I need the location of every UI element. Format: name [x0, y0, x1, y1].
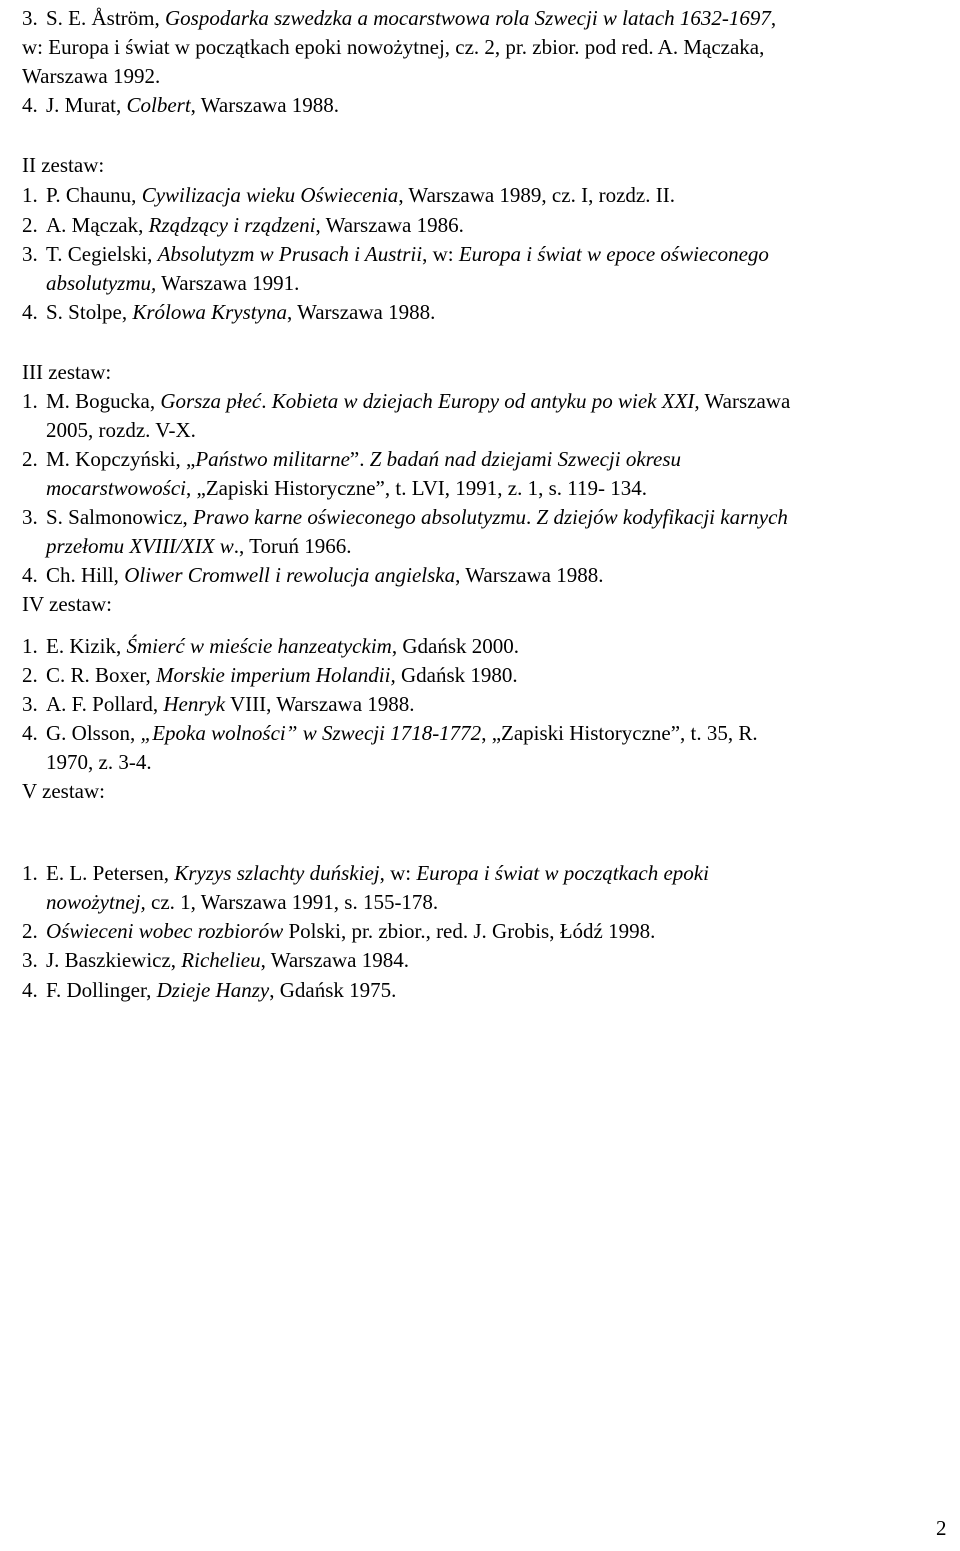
entry-number: 4.: [22, 563, 38, 587]
citation-text: A. F. Pollard,: [46, 692, 164, 716]
bibliography-entry: [46, 917, 655, 945]
bibliography-entry: [46, 632, 519, 660]
citation-text: S. Salmonowicz,: [46, 505, 193, 529]
citation-text: T. Cegielski,: [46, 242, 158, 266]
bibliography-entry: [46, 976, 396, 1004]
bibliography-entry-continuation: [46, 888, 438, 916]
bibliography-entry: [46, 181, 675, 209]
italic-title-text: Gospodarka szwedzka a mocarstwowa rola Szwecji w latach 1632-1697: [165, 6, 771, 30]
italic-title-text: Kobieta w dziejach Europy od antyku po wiek XXI,: [271, 389, 700, 413]
citation-text: w: Europa i świat w początkach epoki nowożytnej, cz. 2, pr. zbior. pod red. A. Mączaka,: [22, 35, 765, 59]
entry-number: 1.: [22, 389, 38, 413]
citation-text: , w:: [379, 861, 417, 885]
bibliography-entry: [46, 719, 758, 747]
section-heading: IV zestaw:: [22, 592, 112, 616]
bibliography-entry-continuation: [22, 62, 160, 90]
italic-title-text: nowożytnej,: [46, 890, 146, 914]
bibliography-entry-continuation: [46, 269, 299, 297]
italic-title-text: Henryk: [163, 692, 226, 716]
page-number: 2: [936, 1516, 947, 1540]
bibliography-entry: [46, 4, 776, 32]
italic-title-text: przełomu XVIII/XIX w: [46, 534, 234, 558]
citation-text: F. Dollinger,: [46, 978, 157, 1002]
citation-text: cz. 1, Warszawa 1991, s. 155-178.: [145, 890, 439, 914]
citation-text: Warszawa: [699, 389, 791, 413]
citation-text: A. Mączak,: [46, 213, 149, 237]
italic-title-text: Europa i świat w początkach epoki: [416, 861, 709, 885]
citation-text: , Warszawa 1988.: [190, 93, 340, 117]
italic-title-text: Prawo karne oświeconego absolutyzmu: [193, 505, 527, 529]
citation-text: ., Toruń 1966.: [233, 534, 352, 558]
bibliography-entry-continuation: [46, 748, 152, 776]
citation-text: , Gdańsk 2000.: [391, 634, 519, 658]
bibliography-entry-continuation: [46, 416, 196, 444]
citation-text: M. Kopczyński, „: [46, 447, 196, 471]
italic-title-text: absolutyzmu,: [46, 271, 157, 295]
entry-number: 3.: [22, 6, 38, 30]
section-heading: V zestaw:: [22, 779, 106, 803]
citation-text: , Gdańsk 1975.: [269, 978, 397, 1002]
italic-title-text: Śmierć w mieście hanzeatyckim: [126, 634, 392, 658]
bibliography-entry: [46, 946, 409, 974]
citation-text: S. Stolpe,: [46, 300, 133, 324]
citation-text: E. Kizik,: [46, 634, 127, 658]
section-heading: II zestaw:: [22, 153, 105, 177]
citation-text: Gdańsk 1980.: [395, 663, 518, 687]
bibliography-entry: [46, 240, 769, 268]
italic-title-text: Kryzys szlachty duńskiej: [174, 861, 380, 885]
entry-number: 4.: [22, 978, 38, 1002]
citation-text: ”.: [349, 447, 370, 471]
citation-text: , Warszawa 1986.: [315, 213, 464, 237]
citation-text: , „Zapiski Historyczne”, t. LVI, 1991, z. 1, s. 119- 134.: [186, 476, 647, 500]
italic-title-text: Dzieje Hanzy: [156, 978, 270, 1002]
italic-title-text: „Epoka wolności” w Szwecji 1718-1772: [140, 721, 482, 745]
bibliography-entry: [46, 91, 339, 119]
citation-text: , Warszawa 1989, cz. I, rozdz. II.: [398, 183, 675, 207]
bibliography-entry-continuation: [22, 33, 764, 61]
citation-text: J. Murat,: [46, 93, 127, 117]
bibliography-entry: [46, 211, 464, 239]
italic-title-text: Richelieu: [181, 948, 261, 972]
bibliography-entry: [46, 661, 518, 689]
italic-title-text: Z dziejów kodyfikacji karnych: [536, 505, 788, 529]
citation-text: Polski, pr. zbior., red. J. Grobis, Łódź 1998.: [283, 919, 656, 943]
bibliography-entry: [46, 503, 788, 531]
entry-number: 3.: [22, 948, 38, 972]
italic-title-text: Państwo militarne: [195, 447, 350, 471]
citation-text: ,: [770, 6, 777, 30]
entry-number: 4.: [22, 721, 38, 745]
italic-title-text: Cywilizacja wieku Oświecenia: [141, 183, 399, 207]
citation-text: S. E. Åström,: [46, 6, 166, 30]
citation-text: Warszawa 1992.: [22, 64, 161, 88]
italic-title-text: Absolutyzm w Prusach i Austrii: [157, 242, 423, 266]
bibliography-entry-continuation: [46, 532, 352, 560]
italic-title-text: Oświeceni wobec rozbiorów: [46, 919, 284, 943]
bibliography-entry: [46, 859, 709, 887]
citation-text: , Warszawa 1984.: [260, 948, 409, 972]
citation-text: , Warszawa 1988.: [286, 300, 436, 324]
citation-text: G. Olsson,: [46, 721, 141, 745]
entry-number: 3.: [22, 242, 38, 266]
citation-text: VIII, Warszawa 1988.: [225, 692, 415, 716]
italic-title-text: Królowa Krystyna: [132, 300, 287, 324]
bibliography-entry: [46, 445, 681, 473]
bibliography-entry: [46, 690, 415, 718]
italic-title-text: Colbert: [126, 93, 191, 117]
citation-text: , Warszawa 1988.: [455, 563, 604, 587]
citation-text: Warszawa 1991.: [156, 271, 300, 295]
citation-text: .: [261, 389, 272, 413]
citation-text: , w:: [422, 242, 459, 266]
italic-title-text: Europa i świat w epoce oświeconego: [458, 242, 769, 266]
italic-title-text: Gorsza płeć: [160, 389, 262, 413]
entry-number: 2.: [22, 919, 38, 943]
entry-number: 1.: [22, 634, 38, 658]
bibliography-entry: [46, 561, 604, 589]
citation-text: C. R. Boxer,: [46, 663, 156, 687]
italic-title-text: Oliwer Cromwell i rewolucja angielska: [124, 563, 456, 587]
citation-text: 1970, z. 3-4.: [46, 750, 152, 774]
entry-number: 1.: [22, 183, 38, 207]
bibliography-entry: [46, 387, 790, 415]
citation-text: M. Bogucka,: [46, 389, 161, 413]
entry-number: 1.: [22, 861, 38, 885]
section-heading: III zestaw:: [22, 360, 112, 384]
entry-number: 2.: [22, 663, 38, 687]
entry-number: 2.: [22, 213, 38, 237]
entry-number: 2.: [22, 447, 38, 471]
citation-text: P. Chaunu,: [46, 183, 142, 207]
citation-text: , „Zapiski Historyczne”, t. 35, R.: [481, 721, 758, 745]
entry-number: 3.: [22, 505, 38, 529]
italic-title-text: mocarstwowości: [46, 476, 187, 500]
citation-text: E. L. Petersen,: [46, 861, 175, 885]
bibliography-entry: [46, 298, 435, 326]
bibliography-entry-continuation: [46, 474, 647, 502]
citation-text: J. Baszkiewicz,: [46, 948, 182, 972]
entry-number: 4.: [22, 93, 38, 117]
italic-title-text: Rządzący i rządzeni: [148, 213, 316, 237]
entry-number: 3.: [22, 692, 38, 716]
italic-title-text: Morskie imperium Holandii,: [156, 663, 396, 687]
citation-text: .: [526, 505, 537, 529]
italic-title-text: Z badań nad dziejami Szwecji okresu: [369, 447, 682, 471]
entry-number: 4.: [22, 300, 38, 324]
citation-text: Ch. Hill,: [46, 563, 125, 587]
citation-text: 2005, rozdz. V-X.: [46, 418, 196, 442]
